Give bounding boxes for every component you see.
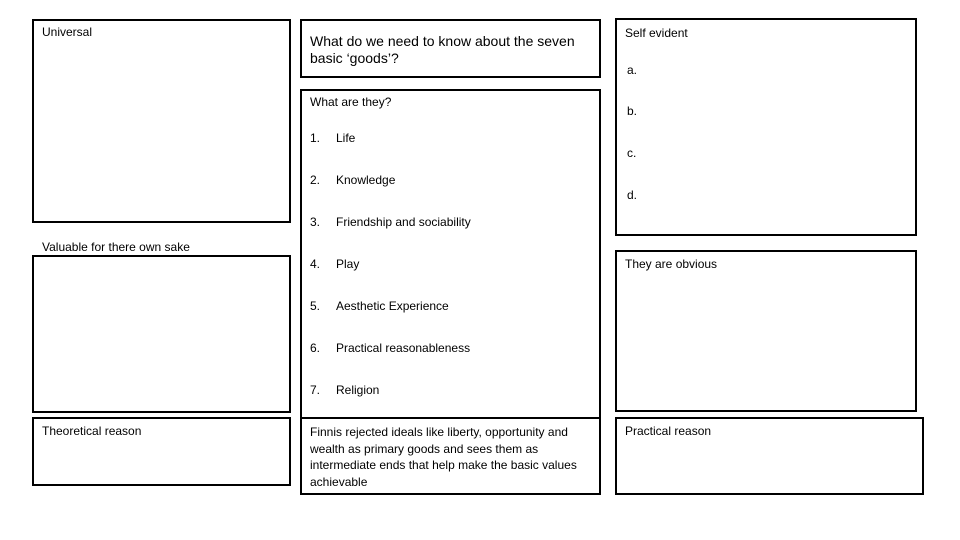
basic-goods-box <box>300 89 601 419</box>
point-c: c. <box>627 146 637 160</box>
point-d: d. <box>627 188 638 202</box>
list-item-label: Aesthetic Experience <box>336 299 449 313</box>
list-item-number: 2. <box>310 173 321 187</box>
list-item-label: Play <box>336 257 360 271</box>
list-item-label: Knowledge <box>336 173 396 187</box>
list-item-label: Practical reasonableness <box>336 341 471 355</box>
own-sake-label: Valuable for there own sake <box>42 240 190 254</box>
list-item-number: 7. <box>310 383 321 397</box>
list-item-number: 3. <box>310 215 321 229</box>
universal-box <box>32 19 291 223</box>
obvious-label: They are obvious <box>625 257 718 271</box>
own-sake-box <box>32 255 291 413</box>
list-item-number: 6. <box>310 341 321 355</box>
point-a: a. <box>627 63 638 77</box>
theoretical-reason-label: Theoretical reason <box>42 424 142 438</box>
list-item-label: Life <box>336 131 356 145</box>
universal-label: Universal <box>42 25 93 39</box>
list-item-number: 1. <box>310 131 321 145</box>
page-title: What do we need to know about the seven basic ‘goods’? <box>310 33 575 66</box>
list-heading: What are they? <box>310 95 392 109</box>
list-item-number: 4. <box>310 257 321 271</box>
point-b: b. <box>627 104 638 118</box>
list-item-label: Religion <box>336 383 380 397</box>
theoretical-reason-box <box>32 417 291 486</box>
list-item-label: Friendship and sociability <box>336 215 471 229</box>
list-item-number: 5. <box>310 299 321 313</box>
self-evident-box <box>615 18 917 236</box>
finnis-note: Finnis rejected ideals like liberty, opportunity and wealth as primary goods and sees them as intermediate ends that help make the basic values achievable <box>310 425 577 489</box>
obvious-box <box>615 250 917 412</box>
self-evident-label: Self evident <box>625 26 688 40</box>
practical-reason-box <box>615 417 924 495</box>
title-box <box>300 19 601 78</box>
practical-reason-label: Practical reason <box>625 424 712 438</box>
finnis-note-box <box>300 417 601 495</box>
